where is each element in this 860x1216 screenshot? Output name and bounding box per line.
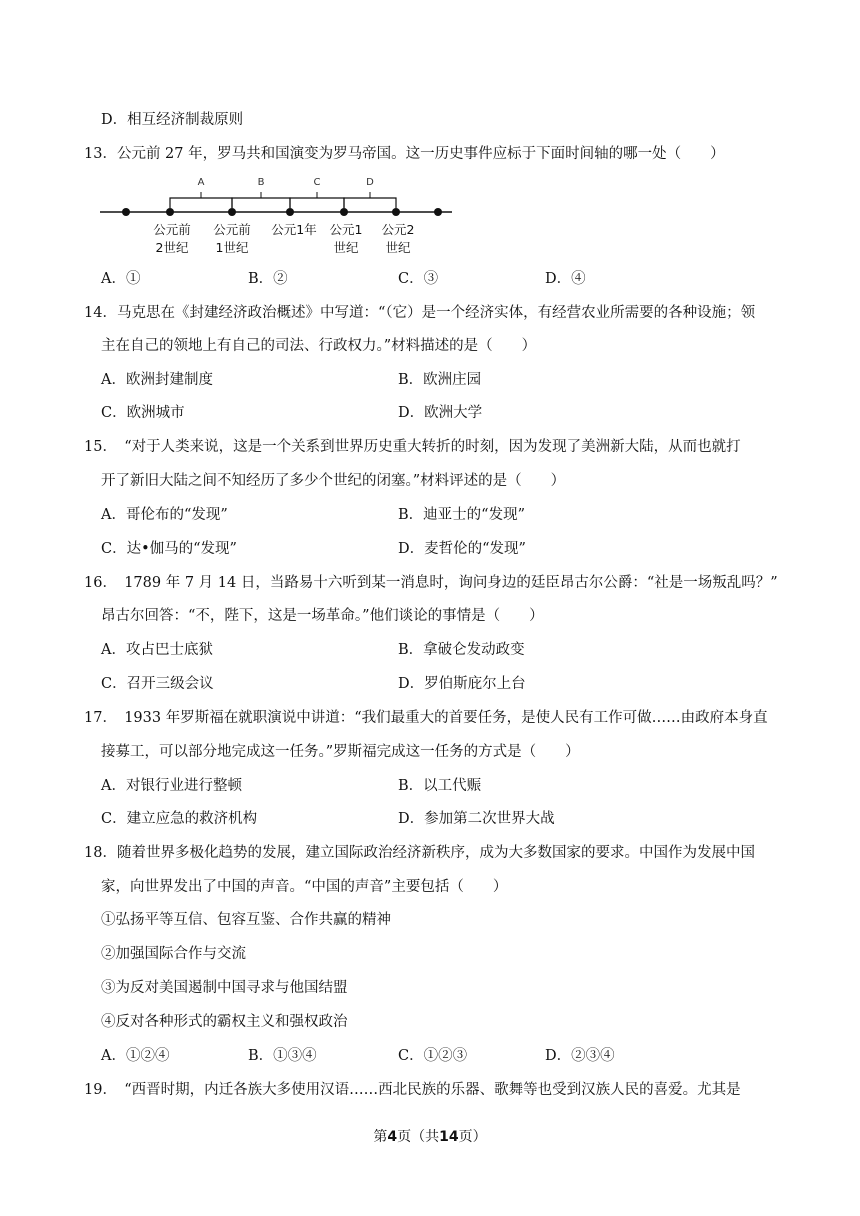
q16-stem-line1: 16． 1789 年 7 月 14 日，当路易十六听到某一消息时，询问身边的廷臣昂古尔公爵：“社是一场叛乱吗？” xyxy=(84,575,778,591)
q18-option-d[interactable]: D．②③④ xyxy=(545,1048,615,1064)
q13-stem: 13．公元前 27 年，罗马共和国演变为罗马帝国。这一历史事件应标于下面时间轴的哪一处（ ） xyxy=(84,146,725,162)
q12-option-d: D．相互经济制裁原则 xyxy=(101,112,244,128)
timeline-bracket-a xyxy=(170,198,232,208)
q16-stem-line2: 昂古尔回答：“不，陛下，这是一场革命。”他们谈论的事情是（ ） xyxy=(101,608,544,624)
q14-stem-line1: 14．马克思在《封建经济政治概述》中写道：“（它）是一个经济实体，有经营农业所需要的各种设施；领 xyxy=(84,305,756,321)
timeline-point xyxy=(286,208,294,216)
q14-option-c[interactable]: C．欧洲城市 xyxy=(101,405,185,421)
timeline-bracket-d xyxy=(344,198,396,208)
timeline-point xyxy=(392,208,400,216)
timeline-label-3a: 公元1年 xyxy=(271,222,317,237)
timeline-letter-b: B xyxy=(257,177,265,188)
q14-option-d[interactable]: D．欧洲大学 xyxy=(398,405,483,421)
timeline-point xyxy=(228,208,236,216)
timeline-label-5b: 世纪 xyxy=(385,240,411,255)
q15-stem-line1: 15． “对于人类来说，这是一个关系到世界历史重大转折的时刻，因为发现了美洲新大陆，从而也就打 xyxy=(84,439,741,455)
timeline-bracket-c xyxy=(290,198,344,208)
q18-option-c[interactable]: C．①②③ xyxy=(398,1048,468,1064)
q18-option-a[interactable]: A．①②④ xyxy=(101,1048,170,1064)
q17-stem-line1: 17． 1933 年罗斯福在就职演说中讲道：“我们最重大的首要任务，是使人民有工作可做……由政府本身直 xyxy=(84,710,768,726)
q13-option-b[interactable]: B．② xyxy=(248,271,288,287)
q13-option-a[interactable]: A．① xyxy=(101,271,141,287)
timeline-letter-c: C xyxy=(313,177,321,188)
q15-stem-line2: 开了新旧大陆之间不知经历了多少个世纪的闭塞。”材料评述的是（ ） xyxy=(101,473,566,489)
timeline-label-1b: 2世纪 xyxy=(155,240,189,255)
q18-item-1: ①弘扬平等互信、包容互鉴、合作共赢的精神 xyxy=(101,912,391,928)
q16-option-d[interactable]: D．罗伯斯庇尔上台 xyxy=(398,676,526,692)
page-footer xyxy=(0,1126,860,1146)
q14-option-b[interactable]: B．欧洲庄园 xyxy=(398,372,482,388)
q16-option-b[interactable]: B．拿破仑发动政变 xyxy=(398,642,525,658)
q16-option-a[interactable]: A．攻占巴士底狱 xyxy=(101,642,213,658)
q18-item-3: ③为反对美国遏制中国寻求与他国结盟 xyxy=(101,980,348,996)
timeline-diagram xyxy=(100,172,456,260)
q15-option-c[interactable]: C．达•伽马的“发现” xyxy=(101,541,237,557)
timeline-bracket-b xyxy=(232,198,290,208)
q19-stem-line1: 19． “西晋时期，内迁各族大多使用汉语……西北民族的乐器、歌舞等也受到汉族人民的喜爱。尤其是 xyxy=(84,1082,741,1098)
timeline-label-2a: 公元前 xyxy=(213,222,251,237)
q13-option-d[interactable]: D．④ xyxy=(545,271,586,287)
q15-option-b[interactable]: B．迪亚士的“发现” xyxy=(398,507,525,523)
timeline-point xyxy=(122,208,130,216)
q18-stem-line2: 家，向世界发出了中国的声音。“中国的声音”主要包括（ ） xyxy=(101,879,508,895)
footer-page-number: 4 xyxy=(387,1129,398,1145)
q17-option-b[interactable]: B．以工代赈 xyxy=(398,778,482,794)
q14-stem-line2: 主在自己的领地上有自己的司法、行政权力。”材料描述的是（ ） xyxy=(101,338,537,354)
timeline-point xyxy=(434,208,442,216)
q18-stem-line1: 18．随着世界多极化趋势的发展，建立国际政治经济新秩序，成为大多数国家的要求。中国作为发展中国 xyxy=(84,845,755,861)
timeline-point xyxy=(340,208,348,216)
timeline-point xyxy=(166,208,174,216)
q17-option-d[interactable]: D．参加第二次世界大战 xyxy=(398,811,555,827)
footer-middle: 页（共 xyxy=(397,1129,440,1145)
footer-total-pages: 14 xyxy=(439,1129,459,1145)
timeline-letter-a: A xyxy=(197,177,205,188)
timeline-label-4b: 世纪 xyxy=(333,240,359,255)
footer-suffix: 页） xyxy=(458,1129,487,1145)
q18-option-b[interactable]: B．①③④ xyxy=(248,1048,317,1064)
q17-option-a[interactable]: A．对银行业进行整顿 xyxy=(101,778,242,794)
q15-option-a[interactable]: A．哥伦布的“发现” xyxy=(101,507,228,523)
q14-option-a[interactable]: A．欧洲封建制度 xyxy=(101,372,213,388)
q17-stem-line2: 接募工，可以部分地完成这一任务。”罗斯福完成这一任务的方式是（ ） xyxy=(101,744,580,760)
q13-option-c[interactable]: C．③ xyxy=(398,271,439,287)
q18-item-2: ②加强国际合作与交流 xyxy=(101,946,246,962)
q16-option-c[interactable]: C．召开三级会议 xyxy=(101,676,214,692)
q17-option-c[interactable]: C．建立应急的救济机构 xyxy=(101,811,258,827)
timeline-label-4a: 公元1 xyxy=(329,222,363,237)
timeline-label-1a: 公元前 xyxy=(153,222,191,237)
q15-option-d[interactable]: D．麦哲伦的“发现” xyxy=(398,541,526,557)
q18-item-4: ④反对各种形式的霸权主义和强权政治 xyxy=(101,1014,348,1030)
timeline-label-2b: 1世纪 xyxy=(215,240,249,255)
timeline-label-5a: 公元2 xyxy=(381,222,415,237)
footer-prefix: 第 xyxy=(373,1129,388,1145)
timeline-letter-d: D xyxy=(366,177,374,188)
